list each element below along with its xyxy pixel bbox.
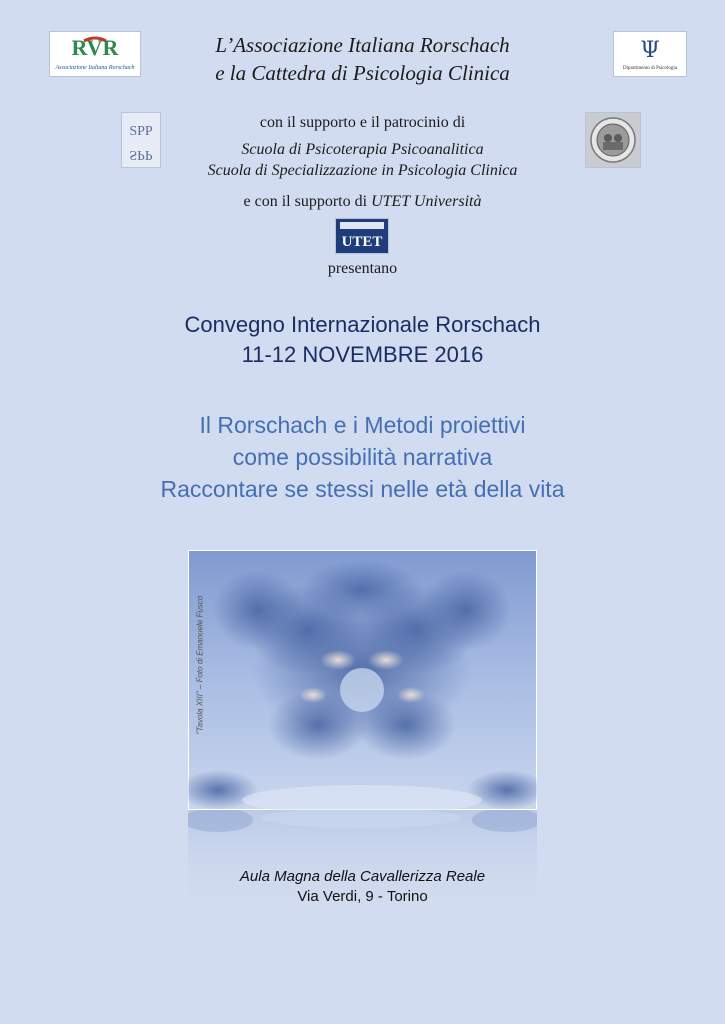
svg-text:SPP: SPP	[129, 147, 153, 162]
venue-address: Via Verdi, 9 - Torino	[297, 888, 428, 905]
psi-symbol: Ψ	[640, 38, 660, 63]
venue-hall: Aula Magna della Cavallerizza Reale	[239, 868, 486, 885]
rorschach-cloud-image	[188, 550, 537, 810]
organizer-line-1: L’Associazione Italiana Rorschach	[215, 33, 510, 57]
presentano-text: presentano	[327, 260, 398, 277]
event-dates: 11-12 NOVEMBRE 2016	[241, 342, 484, 367]
air-logo-text: Associazione Italiana Rorschach	[55, 65, 135, 71]
utet-logo-text: UTET	[341, 234, 383, 250]
cloud-inkblot-icon	[188, 550, 537, 810]
theme-line-3: Raccontare se stessi nelle età della vita	[160, 476, 565, 502]
theme-line-2: come possibilità narrativa	[232, 444, 493, 470]
utet-prefix: e con il supporto di	[243, 193, 368, 210]
utet-logo	[336, 219, 388, 253]
theme-line-1: Il Rorschach e i Metodi proiettivi	[199, 412, 526, 438]
support-schools	[0, 139, 725, 181]
event-themes	[0, 409, 725, 505]
svg-text:RVR: RVR	[71, 35, 119, 60]
organizers-heading	[0, 31, 725, 87]
school-1: Scuola di Psicoterapia Psicoanalitica	[241, 141, 484, 158]
photo-credit: "Tavola XIII" – Foto di Emanuele Fusco	[195, 595, 205, 735]
utet-icon	[336, 219, 388, 253]
support-intro: con il supporto e il patrocinio di	[259, 114, 466, 131]
spp-logo-text: SPP	[129, 124, 153, 139]
event-name: Convegno Internazionale Rorschach	[184, 312, 541, 337]
utet-name: UTET Università	[371, 193, 482, 210]
organizer-line-2: e la Cattedra di Psicologia Clinica	[215, 61, 510, 85]
utet-support-line	[0, 193, 725, 211]
school-2: Scuola di Specializzazione in Psicologia Clinica	[207, 162, 518, 179]
psi-logo-text: Dipartimento di Psicologia	[623, 66, 677, 71]
event-title-block	[0, 310, 725, 370]
